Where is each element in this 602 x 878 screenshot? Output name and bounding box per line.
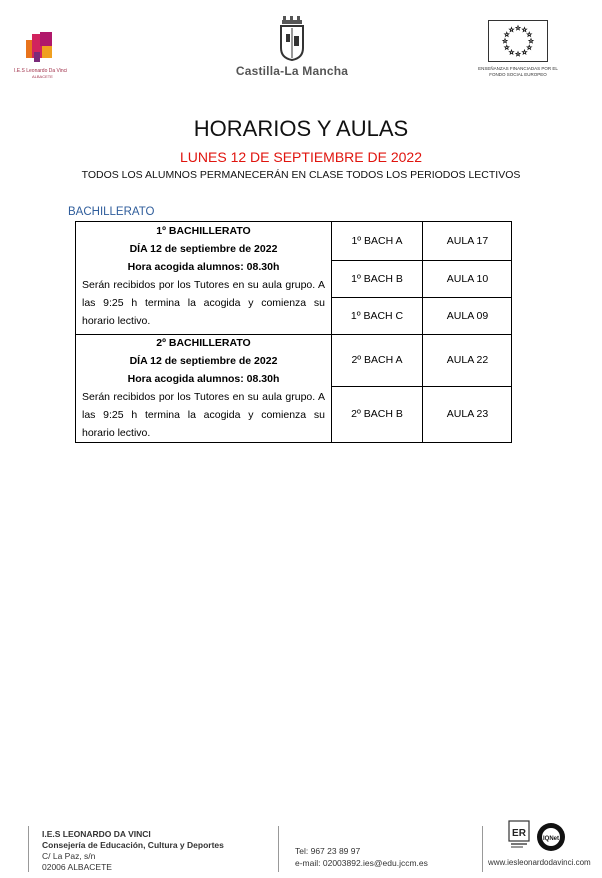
footer-ministry: Consejería de Educación, Cultura y Deportes [42, 840, 224, 850]
clm-logo [232, 14, 352, 84]
group-cell: 1º BACH A [351, 235, 403, 247]
ies-logo [14, 30, 74, 78]
footer-street: C/ La Paz, s/n [42, 851, 96, 861]
clm-name: Castilla-La Mancha [235, 64, 349, 78]
footer-school: I.E.S LEONARDO DA VINCI [42, 829, 151, 839]
block-1-line-3: horario lectivo. [82, 315, 151, 327]
ies-logo-mark-icon [20, 30, 60, 68]
table-divider [331, 260, 511, 261]
iqnet-label: IQNet [542, 836, 560, 842]
clm-shield-icon [277, 14, 307, 62]
block-1-line-1: Serán recibidos por los Tutores en su aula grupo. A [82, 279, 325, 291]
footer-address [42, 829, 224, 873]
block-2-line-3: horario lectivo. [82, 427, 151, 439]
eu-star-icon [516, 26, 520, 30]
block-1-day: DÍA 12 de septiembre de 2022 [129, 243, 278, 255]
eu-star-icon [509, 28, 513, 32]
aenor-certification-icon [508, 820, 530, 850]
footer-website-link[interactable]: www.iesleonardodavinci.com [488, 858, 591, 867]
eu-star-icon [527, 45, 531, 49]
section-heading: BACHILLERATO [68, 206, 155, 218]
eu-star-icon [503, 39, 507, 43]
eu-flag-icon [488, 20, 548, 62]
room-cell: AULA 22 [446, 354, 489, 366]
room-cell: AULA 10 [446, 272, 489, 285]
footer-contact [295, 845, 428, 869]
group-cell: 2º BACH B [351, 408, 403, 420]
eu-caption-line-1: ENSEÑANZAS FINANCIADAS POR EL [478, 66, 558, 71]
block-2-level: 2º BACHILLERATO [156, 337, 251, 349]
date-heading: LUNES 12 DE SEPTIEMBRE DE 2022 [180, 149, 422, 165]
block-1-level: 1º BACHILLERATO [156, 225, 251, 237]
footer-divider [278, 826, 279, 872]
block-2-welcome: Hora acogida alumnos: 08.30h [127, 373, 280, 385]
block-2-line-1: Serán recibidos por los Tutores en su aula grupo. A [82, 391, 325, 403]
block-2-description [76, 334, 331, 444]
eu-star-icon [522, 50, 526, 54]
block-2-line-2: las 9:25 h termina la acogida y comienza su [82, 409, 325, 421]
block-1-welcome: Hora acogida alumnos: 08.30h [127, 261, 280, 273]
schedule-table [75, 221, 512, 443]
block-1-description [76, 222, 331, 334]
eu-star-icon [527, 32, 531, 36]
page-title: HORARIOS Y AULAS [193, 116, 409, 141]
eu-star-icon [505, 45, 509, 49]
footer-phone: Tel: 967 23 89 97 [295, 846, 361, 856]
eu-star-icon [522, 28, 526, 32]
room-cell: AULA 09 [446, 309, 489, 322]
room-cell: AULA 17 [446, 235, 489, 247]
eu-star-icon [505, 32, 509, 36]
aenor-label: ER [512, 828, 526, 839]
block-2-day: DÍA 12 de septiembre de 2022 [129, 355, 278, 367]
eu-caption [476, 66, 560, 78]
table-divider [331, 222, 332, 442]
group-cell: 1º BACH B [351, 272, 403, 285]
group-cell: 2º BACH A [351, 354, 403, 366]
eu-caption-line-2: FONDO SOCIAL EUROPEO [489, 72, 547, 77]
block-1-line-2: las 9:25 h termina la acogida y comienza su [82, 297, 325, 309]
iqnet-certification-icon [536, 822, 566, 852]
eu-star-icon [516, 52, 520, 56]
table-divider [422, 222, 423, 442]
table-divider [76, 334, 511, 335]
eu-star-icon [509, 50, 513, 54]
eu-star-icon [529, 39, 533, 43]
footer-email[interactable]: e-mail: 02003892.ies@edu.jccm.es [295, 858, 428, 868]
table-divider [331, 297, 511, 298]
room-cell: AULA 23 [446, 408, 489, 420]
ies-logo-caption: I.E.S Leonardo Da Vinci [14, 68, 68, 74]
footer-city: 02006 ALBACETE [42, 862, 112, 872]
ies-logo-city: ALBACETE [32, 74, 53, 79]
table-divider [331, 386, 511, 387]
footer-divider [482, 826, 483, 872]
group-cell: 1º BACH C [350, 309, 404, 322]
notice-text: TODOS LOS ALUMNOS PERMANECERÁN EN CLASE TODOS LOS PERIODOS LECTIVOS [81, 169, 521, 181]
footer-divider [28, 826, 29, 872]
eu-logo [476, 20, 560, 88]
